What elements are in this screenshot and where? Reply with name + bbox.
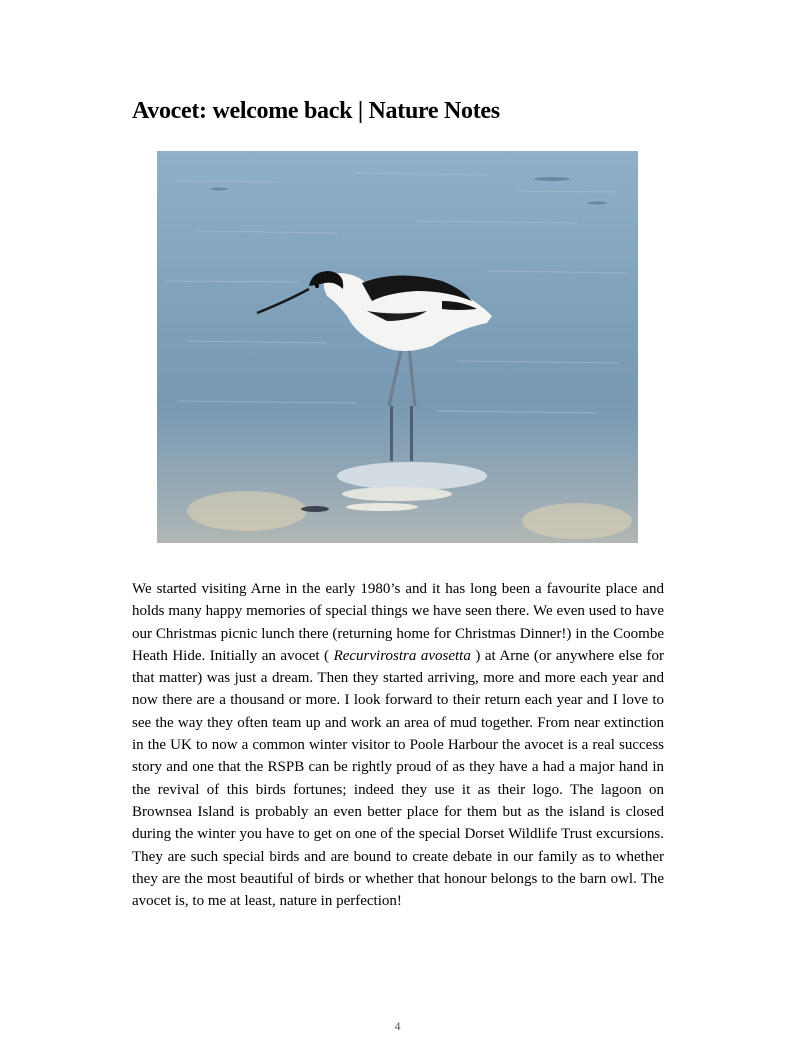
avocet-photo [157,151,638,543]
article-text [132,578,664,912]
article-text-part-1: We started visiting Arne in the early 1980’s and it has long been a favourite place and holds many happy memories of special things we have seen there. We even used to have our Christmas picnic lunch there (returning home for Christmas Dinner!) in the Coombe Heath Hide. Initially an avocet ( [132,581,664,664]
page-title: Avocet: welcome back | Nature Notes [132,98,500,124]
species-name: Recurvirostra avosetta [333,647,471,664]
page-number: 4 [394,1019,401,1033]
article-text-part-2: ) at Arne (or anywhere else for that matter) was just a dream. Then they started arriving, more and more each year and now there are a thousand or more. I look forward to their return each year and I love to see the way they often team up and work an area of mud together. From near extinction in the UK to now a common winter visitor to Poole Harbour the avocet is a real success story and one that the RSPB can be rightly proud of as they have a had a major hand in the revival of this birds fortunes; indeed they use it as their logo. The lagoon on Brownsea Island is probably an even better place for them but as the island is closed during the winter you have to get on one of the special Dorset Wildlife Trust excursions. They are such special birds and are bound to create debate in our family as to whether they are the most beautiful of birds or whether that honour belongs to the barn owl. The avocet is, to me at least, nature in perfection! [132,647,664,910]
